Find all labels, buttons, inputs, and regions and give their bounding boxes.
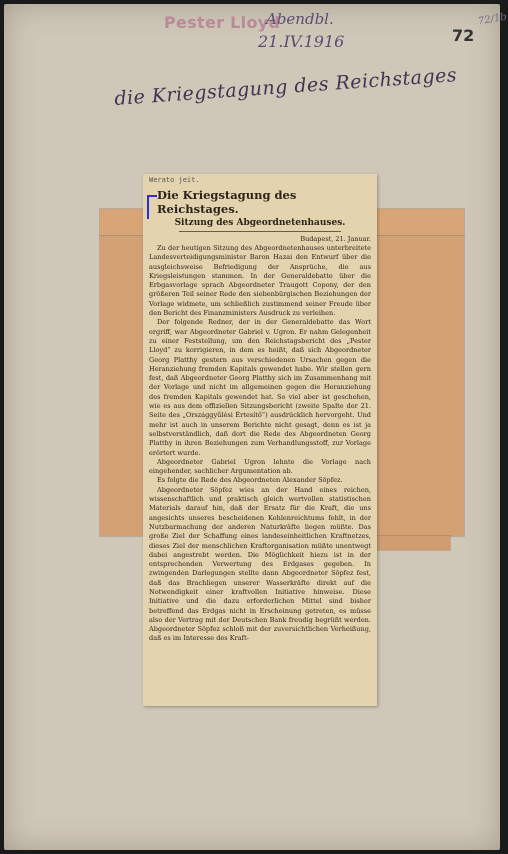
newspaper-stamp: Pester Lloyd <box>164 13 281 32</box>
clipping-body <box>149 244 371 644</box>
clipping-title: Die Kriegstagung des Reichstages. <box>157 188 297 216</box>
paragraph-4: Es folgte die Rede des Abgeordneten Alexander Söpfez. <box>157 476 343 485</box>
newspaper-clipping <box>143 174 377 706</box>
clipping-header: Werato jeit. <box>149 176 200 184</box>
paragraph-2: Der folgende Redner, der in der Generaldebatte das Wort ergriff, war Abgeordneter Gabriel v. Ugron. Er nahm Gelegenheit zu einer Feststellung, um den Reichstagsbericht des „Pester Lloyd“ zu korrigieren, in dem es heißt, daß sich Abgeordneter Georg Platthy gestern aus verschiedenen Ursachen gegen die Heranziehung fremden Kapitals gewendet habe. Wir stellen gern fest, daß Abgeordneter Georg Platthy sich im Zusammenhang mit der Vorlage und nicht im allgemeinen gegen die Heranziehung des fremden Kapitals gewendet hat. So viel aber ist geschehen, wie es aus dem offiziellen Sitzungsbericht (zweite Spalte der 21. Seite des „Országgyűlési Értesítő“) ausdrücklich hervorgeht. Und mehr ist auch in unserem Berichte nicht gesagt, denn es ist ja selbstverständlich, daß dort die Rede des Abgeordneten Georg Platthy in ihren Beziehungen zum Verhandlungsstoff, zur Vorlage erörtert wurde. <box>149 318 371 457</box>
paragraph-1: Zu der heutigen Sitzung des Abgeordnetenhauses unterbreitete Landesverteidigungsminister Baron Hazai den Entwurf über die ausgleichsweise Befriedigung der Ansprüche, die aus Kriegsleistungen stammen. In der Generaldebatte über die Erbgasvorlage sprach Abgeordneter Traugott Copony, der den größeren Teil seiner Rede den siebenbürgischen Beziehungen der Vorlage widmete, um schließlich zustimmend seiner Freude über den Bericht des Finanzministers Ausdruck zu verleihen. <box>149 244 371 318</box>
handwritten-title: die Kriegstagung des Reichstages <box>113 64 458 110</box>
clipping-subtitle: Sitzung des Abgeordnetenhauses. <box>174 218 346 228</box>
clipping-dateline: Budapest, 21. Januar. <box>300 235 371 243</box>
handwritten-date: 21.IV.1916 <box>258 32 345 51</box>
title-rule <box>179 231 341 232</box>
blue-pencil-bracket <box>147 195 157 219</box>
paragraph-5: Abgeordneter Söpfez wies an der Hand eines reichen, wissenschaftlich und praktisch gleich wertvollen statistischen Materials darauf hin, daß der Ersatz für die Kraft, die uns angesichts unseres bescheidenen Kohlenreichtums fehlt, in der Nutzbarmachung der anderen Naturkräfte liegen müßte. Das große Ziel der Schaffung eines landeseinheitlichen Kraftnetzes, dieses Ziel der menschlichen Kraftorganisation müßte unentwegt dabei angestrebt werden. Die Möglichkeit hiezu ist in der entsprechenden Verwertung des Erdgases gegeben. In zwingenden Darlegungen stellte dann Abgeordneter Söpfez fest, daß das Brachliegen unserer Wasserkräfte direkt auf die Notwendigkeit einer kraftvollen Initiative hinweise. Diese Initiative und die dazu erforderlichen Mittel sind bisher betreffend das Erdgas nicht in Erscheinung getreten, es müsse also der Vertrag mit der Deutschen Bank freudig begrüßt werden. Abgeordneter Söpfez schloß mit der zuversichtlichen Verheißung, daß es im Interesse des Kraft- <box>149 485 371 643</box>
corner-note: 72/1b <box>477 11 508 28</box>
page-number: 72 <box>452 26 475 45</box>
paragraph-3: Abgeordneter Gabriel Ugron lehnte die Vorlage nach eingehender, sachlicher Argumentation ab. <box>149 457 371 476</box>
handwritten-edition-note: Abendbl. <box>266 10 334 28</box>
